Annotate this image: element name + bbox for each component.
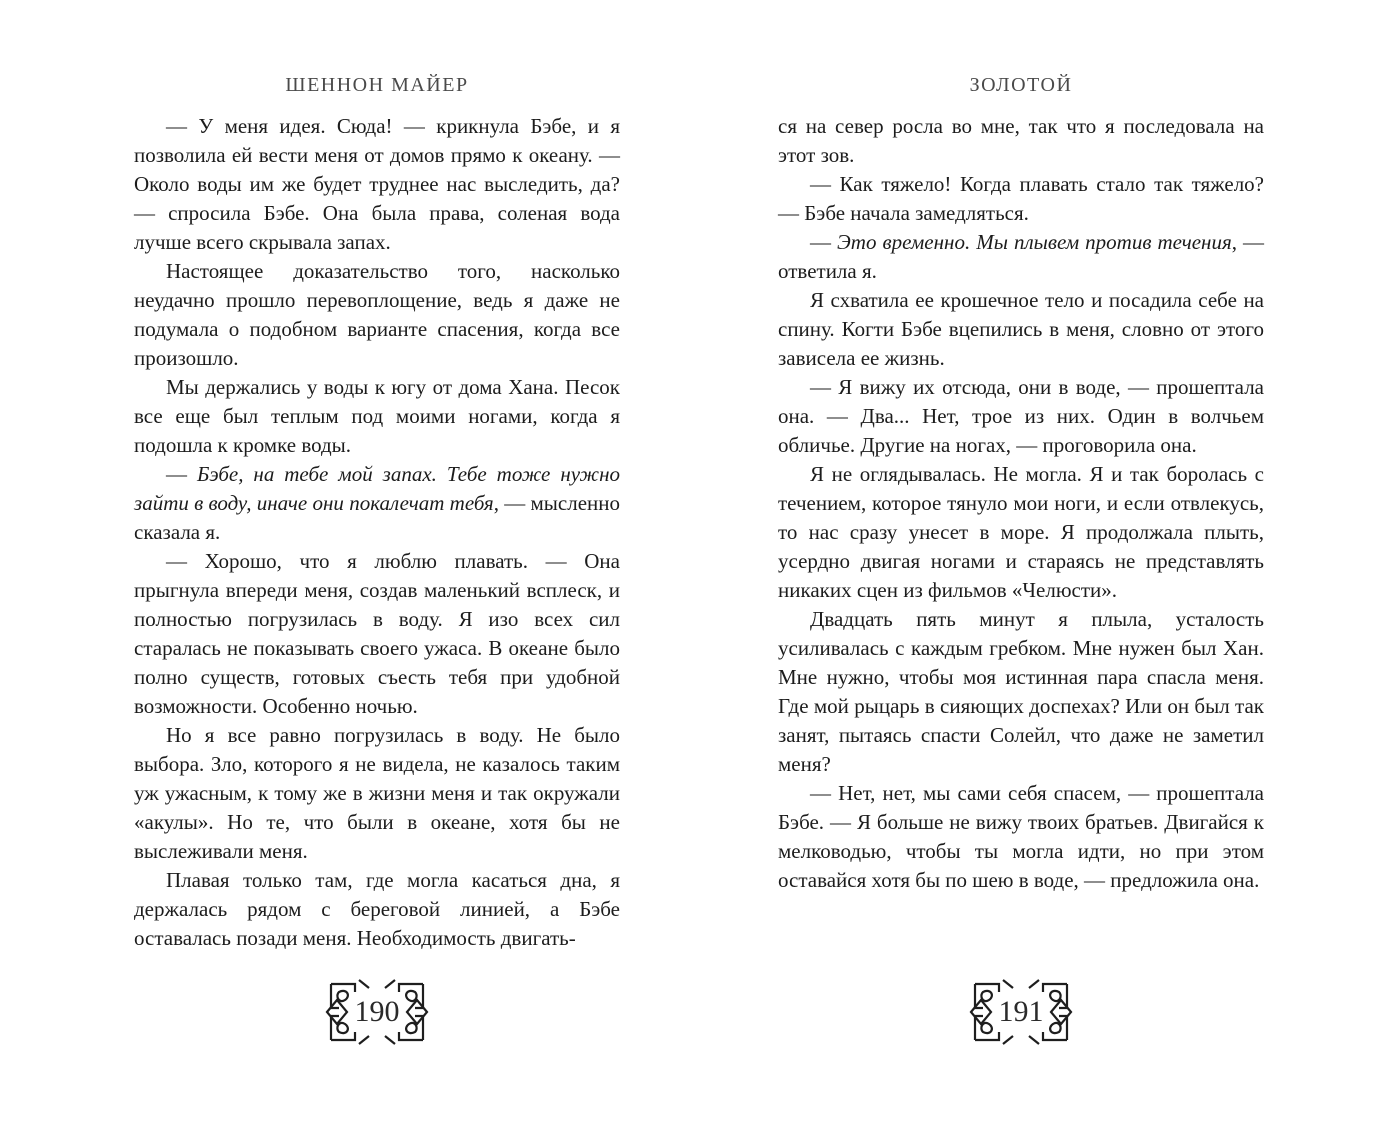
paragraph xyxy=(778,112,1264,170)
italic-thought-text: Бэбе, на тебе мой запах. Тебе тоже нужно зайти в воду, иначе они покалечат тебя xyxy=(134,462,620,515)
page-text xyxy=(134,112,620,953)
paragraph xyxy=(134,721,620,866)
page-number-ornament xyxy=(325,978,429,1046)
paragraph xyxy=(778,460,1264,605)
paragraph-text: , — мысленно сказала я. xyxy=(134,491,620,544)
page-text xyxy=(778,112,1264,895)
paragraph-text: ся на север росла во мне, так что я последовала на этот зов. xyxy=(778,114,1264,167)
paragraph-text: , — ответила я. xyxy=(778,230,1265,283)
paragraph-text: Двадцать пять минут я плыла, усталость усиливалась с каждым гребком. Мне нужен был Хан. Мне нужно, чтобы моя истинная пара спасла меня. Где мой рыцарь в сияющих доспехах? Или он был так занят, пытаясь спасти Солейл, что даже не заметил меня? xyxy=(778,607,1264,776)
paragraph xyxy=(134,373,620,460)
paragraph-text: Плавая только там, где могла касаться дна, я держалась рядом с береговой линией, а Бэбе оставалась позади меня. Необходимость двигать- xyxy=(134,868,620,950)
paragraph xyxy=(778,286,1264,373)
paragraph-text: — Я вижу их отсюда, они в воде, — прошептала она. — Два... Нет, трое из них. Один в волчьем обличье. Другие на ногах, — проговорила она. xyxy=(778,375,1264,457)
paragraph xyxy=(778,779,1264,895)
paragraph-text: Я не оглядывалась. Не могла. Я и так боролась с течением, которое тянуло мои ноги, и если отвлекусь, то нас сразу унесет в море. Я продолжала плыть, усердно двигая ногами и стараясь не представлять никаких сцен из фильмов «Челюсти». xyxy=(778,462,1264,602)
paragraph xyxy=(134,866,620,953)
paragraph-text: Настоящее доказательство того, насколько неудачно прошло перевоплощение, ведь я даже не подумала о подобном варианте спасения, когда все произошло. xyxy=(134,259,620,370)
paragraph xyxy=(134,112,620,257)
paragraph xyxy=(778,605,1264,779)
paragraph-text: Но я все равно погрузилась в воду. Не было выбора. Зло, которого я не видела, не казалось таким уж ужасным, к тому же в жизни меня и так окружали «акулы». Но те, что были в океане, хотя бы не выслеживали меня. xyxy=(134,723,620,863)
paragraph xyxy=(778,373,1264,460)
italic-thought-text: Это временно. Мы плывем против течения xyxy=(837,230,1232,254)
running-head-author: ШЕННОН МАЙЕР xyxy=(285,74,469,96)
paragraph-text: — Хорошо, что я люблю плавать. — Она прыгнула впереди меня, создав маленький всплеск, и полностью погрузилась в воду. Я изо всех сил старалась не показывать своего ужаса. В океане было полно существ, готовых съесть тебя при удобной возможности. Особенно ночью. xyxy=(134,549,620,718)
page-number: 190 xyxy=(354,995,400,1028)
paragraph-text: — Нет, нет, мы сами себя спасем, — прошептала Бэбе. — Я больше не вижу твоих братьев. Двигайся к мелководью, чтобы ты могла идти, но при этом оставайся хотя бы по шею в воде, — предложила она. xyxy=(778,781,1264,892)
page-number: 191 xyxy=(998,995,1044,1028)
paragraph-text: — У меня идея. Сюда! — крикнула Бэбе, и я позволила ей вести меня от домов прямо к океану. — Около воды им же будет труднее нас выследить, да? — спросила Бэбе. Она была права, соленая вода лучше всего скрывала запах. xyxy=(134,114,620,254)
paragraph-text: — Как тяжело! Когда плавать стало так тяжело? — Бэбе начала замедляться. xyxy=(778,172,1264,225)
paragraph xyxy=(778,228,1264,286)
right-page xyxy=(778,0,1264,1125)
left-page xyxy=(134,0,620,1125)
paragraph xyxy=(778,170,1264,228)
page-number-ornament xyxy=(969,978,1073,1046)
paragraph xyxy=(134,257,620,373)
paragraph-text: Я схватила ее крошечное тело и посадила себе на спину. Когти Бэбе вцепились в меня, словно от этого зависела ее жизнь. xyxy=(778,288,1264,370)
paragraph-text: — xyxy=(166,462,197,486)
paragraph-text: Мы держались у воды к югу от дома Хана. Песок все еще был теплым под моими ногами, когда я подошла к кромке воды. xyxy=(134,375,620,457)
paragraph-text: — xyxy=(810,230,838,254)
paragraph xyxy=(134,460,620,547)
running-head-title: ЗОЛОТОЙ xyxy=(969,74,1073,96)
paragraph xyxy=(134,547,620,721)
